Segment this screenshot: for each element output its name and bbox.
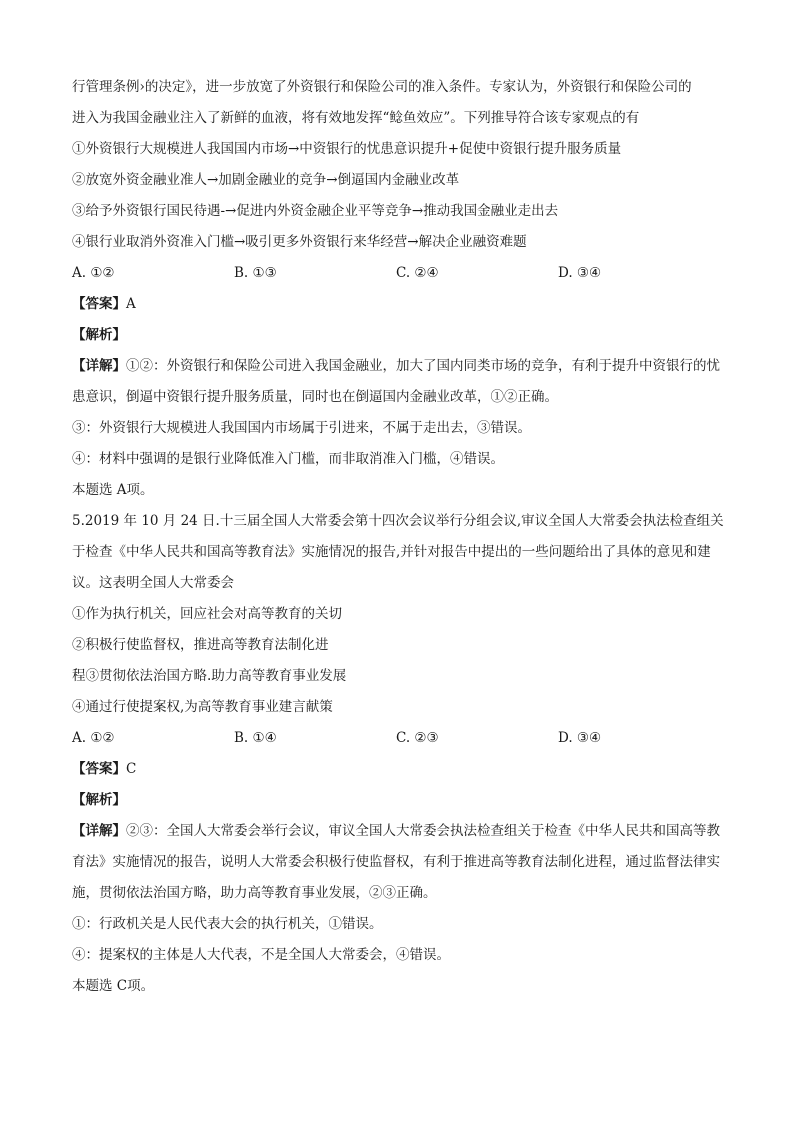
q5-detail-2: ①：行政机关是人民代表大会的执行机关，①错误。 (72, 916, 383, 932)
q5-analysis-label: 【解析】 (72, 792, 126, 808)
q5-options (72, 723, 732, 754)
q5-option-b: B. ①④ (234, 730, 277, 746)
q4-option-b: B. ①③ (234, 265, 277, 281)
q4-detail-3: ④：材料中强调的是银行业降低准入门槛，而非取消准入门槛，④错误。 (72, 451, 504, 467)
q4-analysis-label: 【解析】 (72, 327, 126, 343)
q4-statement: ③给予外资银行国民待遇-→促进内外资金融企业平等竞争→推动我国金融业走出去 (72, 203, 559, 219)
answer-label: 【答案】 (72, 296, 126, 312)
detail-label: 【详解】 (72, 358, 126, 374)
q5-option-c: C. ②③ (396, 730, 439, 746)
q4-statement: ④银行业取消外资准入门槛→吸引更多外资银行来华经营→解决企业融资难题 (72, 234, 527, 250)
document-page (72, 72, 732, 1002)
question-4 (72, 72, 732, 506)
q5-detail-3: ④：提案权的主体是人大代表，不是全国人大常委会，④错误。 (72, 947, 450, 963)
q5-statement: ②积极行使监督权，推进高等教育法制化进 (72, 637, 329, 653)
q4-option-d: D. ③④ (558, 265, 602, 281)
q5-detail-1 (72, 816, 732, 909)
q5-statement: 程③贯彻依法治国方略.助力高等教育事业发展 (72, 668, 347, 684)
q5-statement: ④通过行使提案权,为高等教育事业建言献策 (72, 699, 333, 715)
q4-answer (72, 289, 732, 320)
answer-label: 【答案】 (72, 761, 126, 777)
q5-option-d: D. ③④ (558, 730, 602, 746)
q4-detail-2: ③：外资银行大规模进人我国国内市场属于引进来，不属于走出去，③错误。 (72, 420, 531, 436)
q5-stem: 5.2019 年 10 月 24 日.十三届全国人大常委会第十四次会议举行分组会议,审议全国人大常委会执法检查组关于检查《中华人民共和国高等教育法》实施情况的报告,并针对报告中提出的一些问题给出了具体的意见和建议。这表明全国人大常委会 (72, 513, 724, 591)
q4-options (72, 258, 732, 289)
q4-statement: ①外资银行大规模进人我国国内市场→中资银行的忧患意识提升+促使中资银行提升服务质量 (72, 141, 622, 157)
answer-value: C (126, 761, 137, 777)
q4-detail-1 (72, 351, 732, 413)
q5-statement: ①作为执行机关，回应社会对高等教育的关切 (72, 606, 342, 622)
q4-stem-line: 进入为我国金融业注入了新鲜的血液，将有效地发挥“鲶鱼效应”。下列推导符合该专家观点的有 (72, 110, 640, 126)
detail-text: ②③：全国人大常委会举行会议，审议全国人大常委会执法检查组关于检查《中华人民共和国高等教育法》实施情况的报告，说明人大常委会积极行使监督权，有利于推进高等教育法制化进程，通过监督法律实施，贯彻依法治国方略，助力高等教育事业发展，②③正确。 (72, 823, 720, 901)
q4-conclusion: 本题选 A项。 (72, 482, 154, 498)
detail-text: ①②：外资银行和保险公司进入我国金融业，加大了国内同类市场的竞争，有利于提升中资银行的忧患意识，倒逼中资银行提升服务质量，同时也在倒逼国内金融业改革，①②正确。 (72, 358, 720, 405)
q5-option-a: A. ①② (72, 730, 115, 746)
q4-option-a: A. ①② (72, 265, 115, 281)
q5-answer (72, 754, 732, 785)
q5-conclusion: 本题选 C项。 (72, 978, 155, 994)
question-5 (72, 506, 732, 1002)
answer-value: A (126, 296, 136, 312)
q4-stem-line: 行管理条例›的决定》，进一步放宽了外资银行和保险公司的准入条件。专家认为，外资银行和保险公司的 (72, 79, 692, 95)
q4-option-c: C. ②④ (396, 265, 439, 281)
q4-statement: ②放宽外资金融业准人→加剧金融业的竞争→倒逼国内金融业改革 (72, 172, 460, 188)
detail-label: 【详解】 (72, 823, 126, 839)
